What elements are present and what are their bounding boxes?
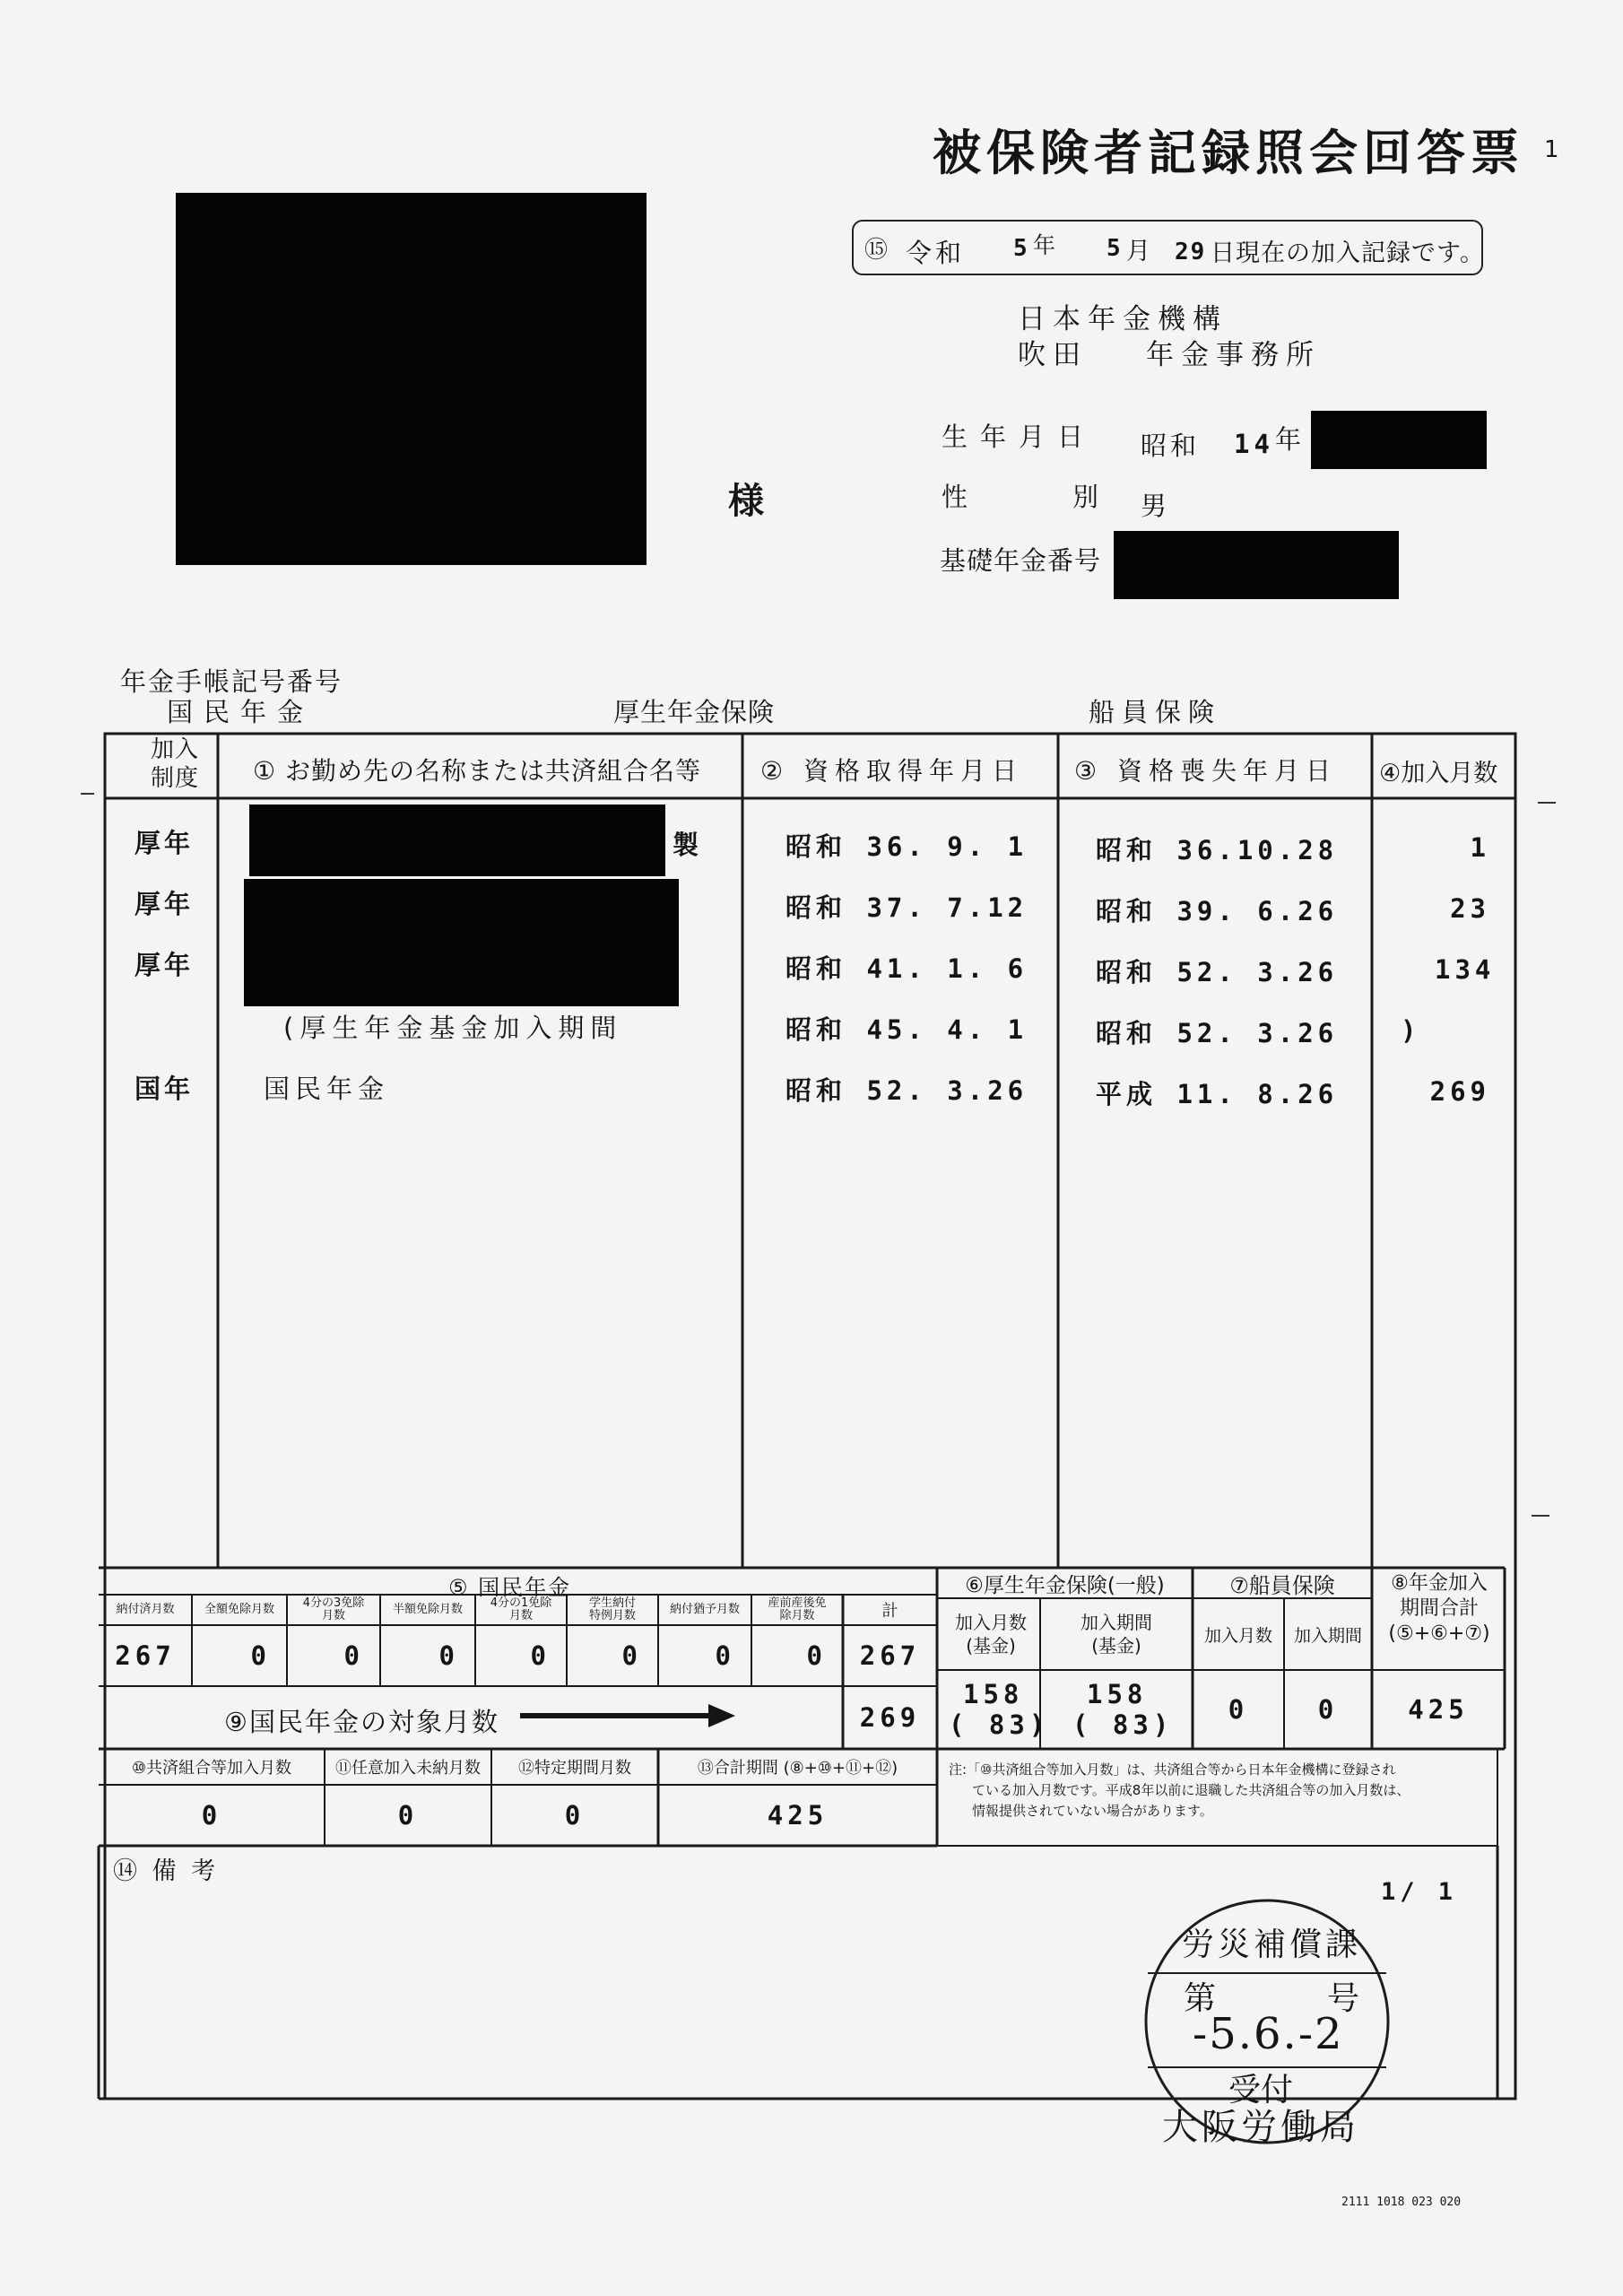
specific-period-label: ⑫特定期間月数 xyxy=(518,1759,631,1778)
kokumin-value-student: 0 xyxy=(621,1640,642,1671)
senin-value-months: 0 xyxy=(1228,1694,1249,1725)
row-3-system: 厚年 xyxy=(135,950,195,980)
row-2-months: 23 xyxy=(1450,893,1490,924)
kosei-col-period: 加入期間(基金) xyxy=(1081,1612,1152,1657)
footer-code: 2111 1018 023 020 xyxy=(1341,2196,1462,2209)
row-1-employer: 製 xyxy=(673,830,703,860)
notebook-kokumin: 国民年金 xyxy=(167,697,315,727)
kokumin-value-quarter: 0 xyxy=(530,1640,551,1671)
issuer-office: 年金事務所 xyxy=(1146,339,1321,371)
row-3-acquired: 昭和 41. 1. 6 xyxy=(785,953,1028,984)
record-date-era: 令和 xyxy=(906,238,966,268)
header-months: ④加入月数 xyxy=(1379,760,1498,787)
specific-period-value: 0 xyxy=(564,1800,586,1831)
kokumin-col-maternity: 産前産後免除月数 xyxy=(768,1596,827,1622)
kokumin-col-deferral: 納付猶予月数 xyxy=(669,1603,740,1616)
kokumin-col-student: 学生納付特例月数 xyxy=(588,1596,636,1622)
header-lost: ③ 資格喪失年月日 xyxy=(1074,756,1338,786)
redacted-employer-1 xyxy=(249,804,665,876)
row-1-lost: 昭和 36.10.28 xyxy=(1096,835,1339,865)
row-3-months: 134 xyxy=(1435,954,1496,985)
header-employer: ① お勤め先の名称または共済組合名等 xyxy=(253,756,702,786)
stamp-dept: 労災補償課 xyxy=(1182,1926,1362,1963)
kokumin-title: ⑤ 国民年金 xyxy=(448,1575,572,1600)
senin-col-months: 加入月数 xyxy=(1203,1625,1272,1646)
kokumin-target-label: ⑨国民年金の対象月数 xyxy=(224,1707,499,1737)
notebook-senin: 船員保険 xyxy=(1089,697,1222,727)
senin-col-period: 加入期間 xyxy=(1293,1625,1362,1646)
total-period-title: ⑧年金加入 期間合計 (⑤+⑥+⑦) xyxy=(1388,1572,1490,1645)
birth-year: 14 xyxy=(1234,429,1274,459)
remarks-label: ⑭ 備 考 xyxy=(113,1857,220,1885)
kokumin-value-paid: 267 xyxy=(115,1640,176,1671)
page-title: 被保険者記録照会回答票 xyxy=(933,125,1524,181)
page-count: 1/ 1 xyxy=(1381,1878,1458,1906)
kosei-col-months: 加入月数(基金) xyxy=(955,1612,1027,1657)
row-4-lost: 昭和 52. 3.26 xyxy=(1096,1018,1339,1048)
row-1-acquired: 昭和 36. 9. 1 xyxy=(785,831,1028,862)
redacted-employer-2-3 xyxy=(244,879,679,1006)
row-4-employer: (厚生年金基金加入期間 xyxy=(283,1013,623,1043)
kokumin-value-maternity: 0 xyxy=(806,1640,827,1671)
kosei-value-period: 158 xyxy=(1087,1679,1148,1709)
kokumin-value-deferral: 0 xyxy=(715,1640,735,1671)
row-5-acquired: 昭和 52. 3.26 xyxy=(785,1075,1028,1106)
kokumin-col-total: 計 xyxy=(881,1602,898,1621)
row-5-employer: 国民年金 xyxy=(264,1074,390,1104)
notebook-kosei: 厚生年金保険 xyxy=(613,697,776,727)
row-1-system: 厚年 xyxy=(135,828,195,858)
row-2-system: 厚年 xyxy=(135,889,195,919)
kokumin-col-quarter: 4分の1免除月数 xyxy=(490,1596,552,1622)
birth-label: 生年月日 xyxy=(942,422,1097,452)
record-date-month: 5 xyxy=(1107,235,1125,262)
addressee-honorific: 様 xyxy=(728,481,764,522)
issuer-org: 日本年金機構 xyxy=(1018,303,1228,335)
issuer-city: 吹田 xyxy=(1018,339,1088,371)
row-4-acquired: 昭和 45. 4. 1 xyxy=(785,1014,1028,1045)
kokumin-value-total: 267 xyxy=(859,1640,921,1671)
kosei-value-months-fund: ( 83) xyxy=(949,1709,1050,1740)
sex-value: 男 xyxy=(1141,491,1171,521)
record-date-marker: ⑮ xyxy=(864,237,892,264)
row-3-lost: 昭和 52. 3.26 xyxy=(1096,957,1339,987)
senin-title: ⑦船員保険 xyxy=(1229,1572,1335,1598)
pension-no-label: 基礎年金番号 xyxy=(940,545,1102,576)
row-5-system: 国年 xyxy=(135,1074,195,1104)
kokumin-col-three-quarter: 4分の3免除月数 xyxy=(302,1596,365,1622)
birth-era: 昭和 xyxy=(1141,430,1201,461)
row-5-months: 269 xyxy=(1429,1076,1490,1107)
row-2-acquired: 昭和 37. 7.12 xyxy=(785,892,1028,923)
voluntary-unpaid-label: ⑪任意加入未納月数 xyxy=(335,1759,481,1778)
stamp-office: 大阪労働局 xyxy=(1162,2107,1359,2148)
row-1-months: 1 xyxy=(1470,832,1490,863)
stamp-date: -5.6.-2 xyxy=(1193,2009,1344,2059)
kokumin-col-full-exempt: 全額免除月数 xyxy=(204,1603,274,1616)
kokumin-target-value: 269 xyxy=(859,1702,921,1733)
senin-value-period: 0 xyxy=(1317,1694,1339,1725)
header-system: 加入 制度 xyxy=(150,736,199,792)
row-2-lost: 昭和 39. 6.26 xyxy=(1096,896,1339,926)
record-date-day: 29 xyxy=(1175,239,1207,265)
kosei-value-months: 158 xyxy=(963,1679,1024,1709)
total-period-value: 425 xyxy=(1408,1694,1469,1725)
kokumin-col-paid: 納付済月数 xyxy=(116,1603,175,1616)
stamp-go: 号 xyxy=(1327,1980,1360,2017)
kosei-value-period-fund: ( 83) xyxy=(1072,1709,1174,1740)
total-combined-label: ⑬合計期間 (⑧+⑩+⑪+⑫) xyxy=(697,1759,898,1778)
notebook-label: 年金手帳記号番号 xyxy=(120,666,343,697)
kyosai-months-label: ⑩共済組合等加入月数 xyxy=(131,1759,292,1778)
kyosai-months-value: 0 xyxy=(201,1800,222,1831)
row-5-lost: 平成 11. 8.26 xyxy=(1096,1079,1339,1109)
kokumin-value-full-exempt: 0 xyxy=(250,1640,271,1671)
kokumin-value-half: 0 xyxy=(438,1640,459,1671)
stamp-received: 受付 xyxy=(1228,2072,1294,2109)
record-date-year: 5 xyxy=(1013,235,1032,262)
voluntary-unpaid-value: 0 xyxy=(397,1800,419,1831)
page-number: 1 xyxy=(1544,136,1559,163)
stamp-dai: 第 xyxy=(1184,1980,1217,2017)
total-combined-value: 425 xyxy=(767,1800,829,1831)
record-date-suffix: 日現在の加入記録です。 xyxy=(1211,239,1485,267)
kosei-title: ⑥厚生年金保険(一般) xyxy=(965,1573,1165,1597)
sex-label: 性 xyxy=(942,482,972,512)
header-acquired: ② 資格取得年月日 xyxy=(760,756,1024,786)
kokumin-value-three-quarter: 0 xyxy=(343,1640,364,1671)
row-4-months: ) xyxy=(1401,1015,1421,1046)
kyosai-note: 注:「⑩共済組合等加入月数」は、共済組合等から日本年金機構に登録され ている加入月数です。平成8年以前に退職した共済組合等の加入月数は、 情報提供されていない場合があります。 xyxy=(949,1761,1410,1819)
kokumin-col-half: 半額免除月数 xyxy=(392,1603,463,1616)
